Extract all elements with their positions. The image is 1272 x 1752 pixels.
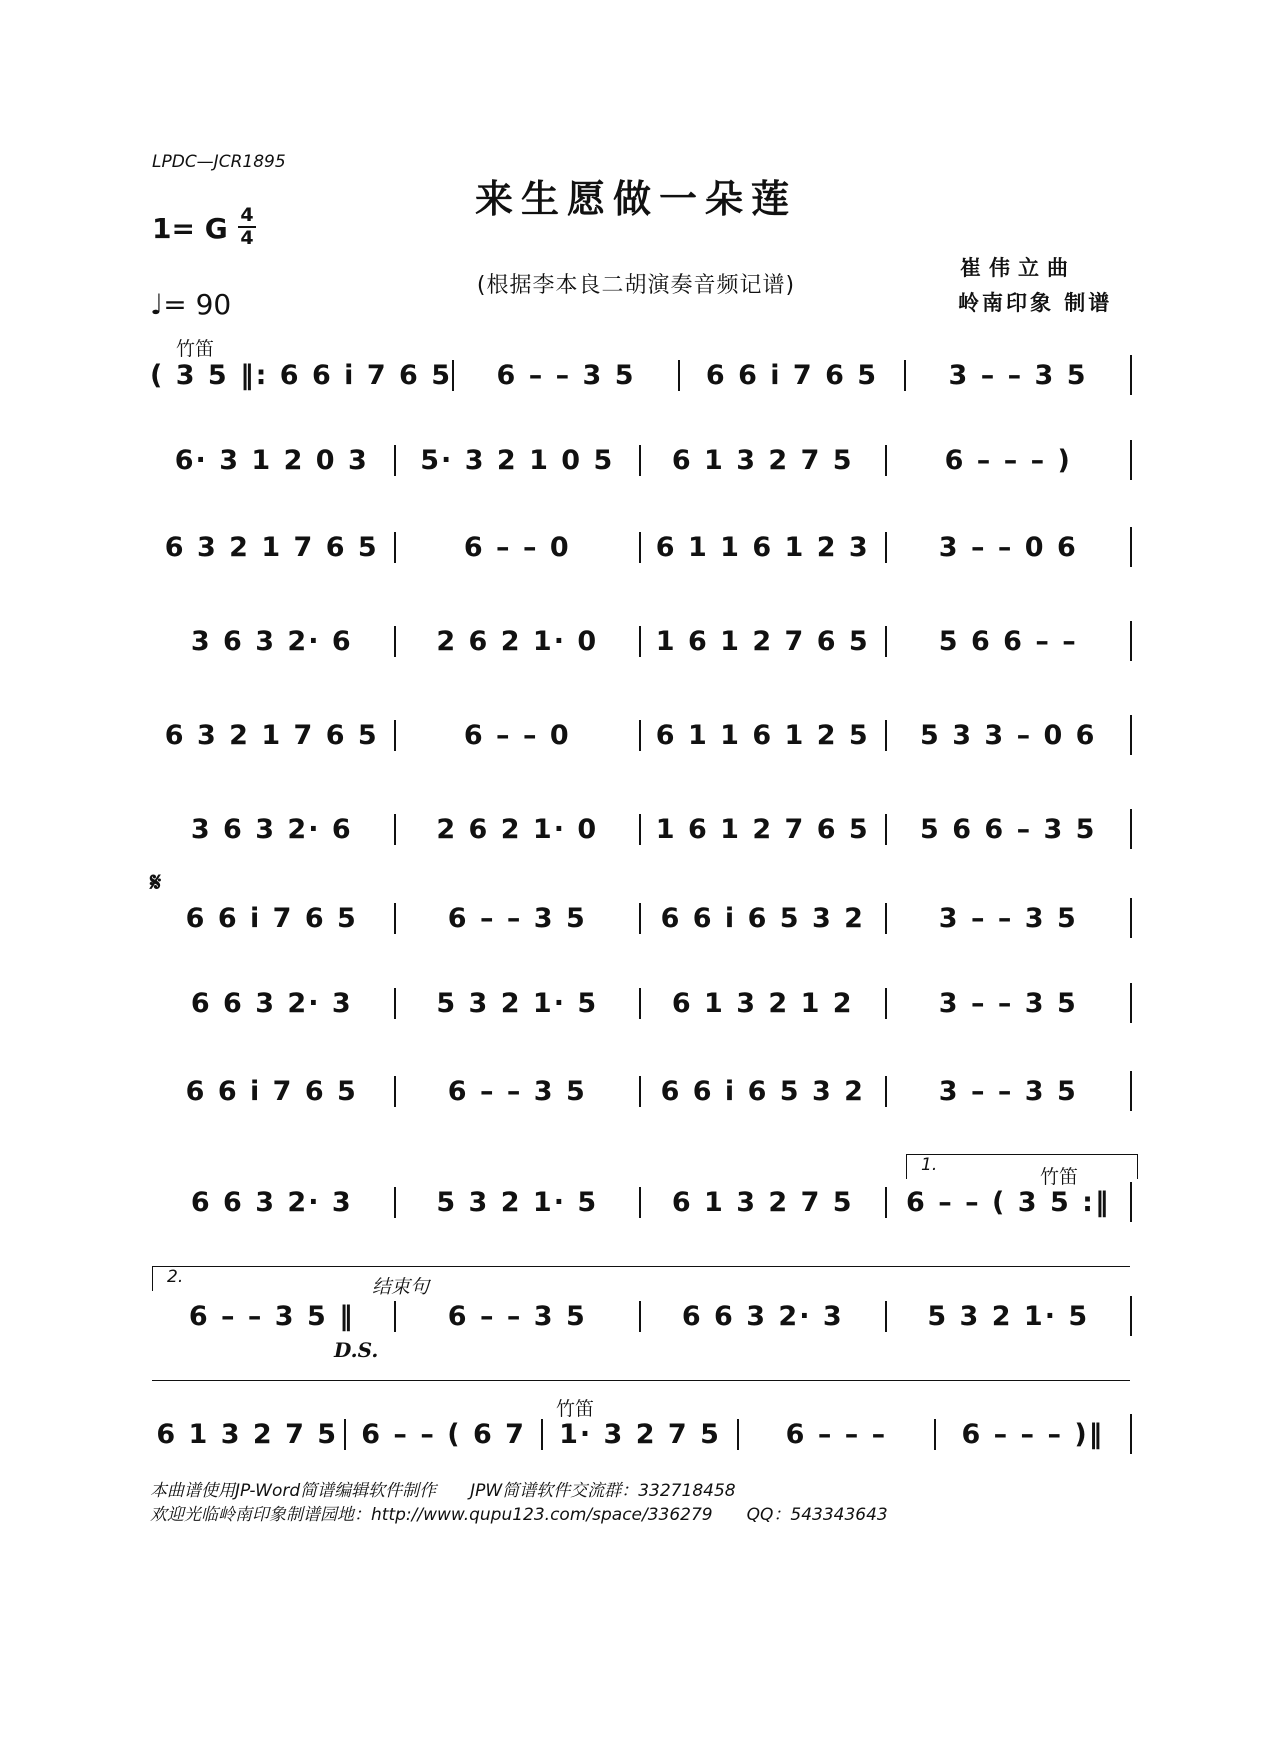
measure: 6 – – 3 5 xyxy=(396,1301,642,1332)
measure: 5 3 3 – 0 6 xyxy=(920,719,1097,751)
ending-label: 结束句 xyxy=(372,1276,430,1298)
measure: 6 6 3 2· 3 xyxy=(150,1187,396,1218)
key-signature: 1= G xyxy=(152,212,228,245)
tempo-marking: ♩= 90 xyxy=(150,288,232,321)
score-system xyxy=(150,621,1132,661)
measure: 6 1 3 2 7 5 xyxy=(150,1419,346,1450)
measure: 6 1 3 2 7 5 xyxy=(641,1187,887,1218)
measure: 3 6 3 2· 6 xyxy=(150,626,396,657)
measure: 1 6 1 2 7 6 5 xyxy=(641,814,887,845)
measure: 5 3 2 1· 5 xyxy=(396,1187,642,1218)
ending-line xyxy=(152,1380,1130,1381)
score-system xyxy=(150,355,1132,395)
measure: 6 1 3 2 1 2 xyxy=(641,988,887,1019)
measure: 5 3 2 1· 5 xyxy=(396,988,642,1019)
measure: 6 1 3 2 7 5 xyxy=(641,445,887,476)
composer: 崔伟立曲 xyxy=(960,256,1076,280)
measure: 6 6 i 6 5 3 2 xyxy=(641,903,887,934)
footer-line-2: 欢迎光临岭南印象制谱园地：http://www.qupu123.com/space/336279 QQ：543343643 xyxy=(150,1505,888,1525)
measure: 5 3 2 1· 5 xyxy=(927,1300,1090,1332)
measure: 6 – – 3 5 xyxy=(454,360,680,391)
time-signature xyxy=(236,206,258,248)
score-system xyxy=(150,1071,1132,1111)
ds-marking: D.S. xyxy=(334,1338,379,1362)
measure: 6 – – 3 5 xyxy=(396,1076,642,1107)
measure: 3 – – 3 5 xyxy=(938,902,1078,934)
time-signature-bottom: 4 xyxy=(240,227,254,249)
measure: 3 – – 3 5 xyxy=(948,359,1088,391)
measure: 6 6 3 2· 3 xyxy=(150,988,396,1019)
measure: 6 – – – xyxy=(739,1419,935,1450)
measure: 6 6 i 6 5 3 2 xyxy=(641,1076,887,1107)
measure: 6 6 i 7 6 5 xyxy=(150,903,396,934)
measure: 6 – – 3 5 ‖ xyxy=(150,1301,396,1332)
measure: 6 1 1 6 1 2 5 xyxy=(641,720,887,751)
measure: 6 – – 0 xyxy=(396,532,642,563)
measure: 6 3 2 1 7 6 5 xyxy=(150,532,396,563)
measure: 6 6 i 7 6 5 xyxy=(150,1076,396,1107)
score-system xyxy=(150,527,1132,567)
measure: 6 3 2 1 7 6 5 xyxy=(150,720,396,751)
measure: ( 3 5 ‖: 6 6 i 7 6 5 xyxy=(150,359,452,391)
score-system xyxy=(150,1182,1132,1222)
ending-line xyxy=(356,1266,1130,1267)
measure: 5· 3 2 1 0 5 xyxy=(396,445,642,476)
dizi-label: 竹笛 xyxy=(556,1398,595,1420)
song-title: 来生愿做一朵莲 xyxy=(474,176,797,221)
score-system xyxy=(150,1296,1132,1336)
measure: 3 – – 0 6 xyxy=(938,531,1078,563)
measure: 6 6 i 7 6 5 xyxy=(680,360,906,391)
measure: 6 6 3 2· 3 xyxy=(641,1301,887,1332)
measure: 6 – – ( 3 5 :‖ xyxy=(906,1186,1111,1218)
measure: 5 6 6 – 3 5 xyxy=(920,813,1097,845)
measure: 6· 3 1 2 0 3 xyxy=(150,445,396,476)
volta-1-label: 1. xyxy=(921,1155,938,1175)
measure: 6 – – – ) xyxy=(944,444,1072,476)
measure: 6 – – ( 6 7 xyxy=(346,1419,542,1450)
volta-2-label: 2. xyxy=(167,1267,184,1287)
measure: 1· 3 2 7 5 xyxy=(543,1419,739,1450)
score-system xyxy=(150,440,1132,480)
volta-2 xyxy=(152,1266,363,1291)
score-system xyxy=(150,983,1132,1023)
measure: 6 – – – )‖ xyxy=(961,1418,1105,1450)
dizi-label: 竹笛 xyxy=(176,338,215,360)
score-system xyxy=(150,809,1132,849)
footer-line-1: 本曲谱使用JP-Word简谱编辑软件制作 JPW简谱软件交流群：332718458 xyxy=(150,1481,736,1501)
measure: 3 6 3 2· 6 xyxy=(150,814,396,845)
measure: 1 6 1 2 7 6 5 xyxy=(641,626,887,657)
score-system xyxy=(150,1414,1132,1454)
subtitle: (根据李本良二胡演奏音频记谱) xyxy=(476,273,796,298)
measure: 6 1 1 6 1 2 3 xyxy=(641,532,887,563)
time-signature-top: 4 xyxy=(240,204,254,226)
score-system xyxy=(150,715,1132,755)
measure: 2 6 2 1· 0 xyxy=(396,814,642,845)
arranger: 岭南印象 制谱 xyxy=(958,291,1113,315)
dizi-label: 竹笛 xyxy=(1040,1166,1079,1188)
score-code: LPDC—JCR1895 xyxy=(152,152,286,172)
measure: 3 – – 3 5 xyxy=(938,1075,1078,1107)
measure: 6 – – 3 5 xyxy=(396,903,642,934)
measure: 6 – – 0 xyxy=(396,720,642,751)
measure: 2 6 2 1· 0 xyxy=(396,626,642,657)
measure: 5 6 6 – – xyxy=(938,625,1078,657)
volta-1 xyxy=(906,1154,1138,1179)
score-system xyxy=(150,898,1132,938)
measure: 3 – – 3 5 xyxy=(938,987,1078,1019)
segno-sign: 𝄋 xyxy=(150,868,162,898)
